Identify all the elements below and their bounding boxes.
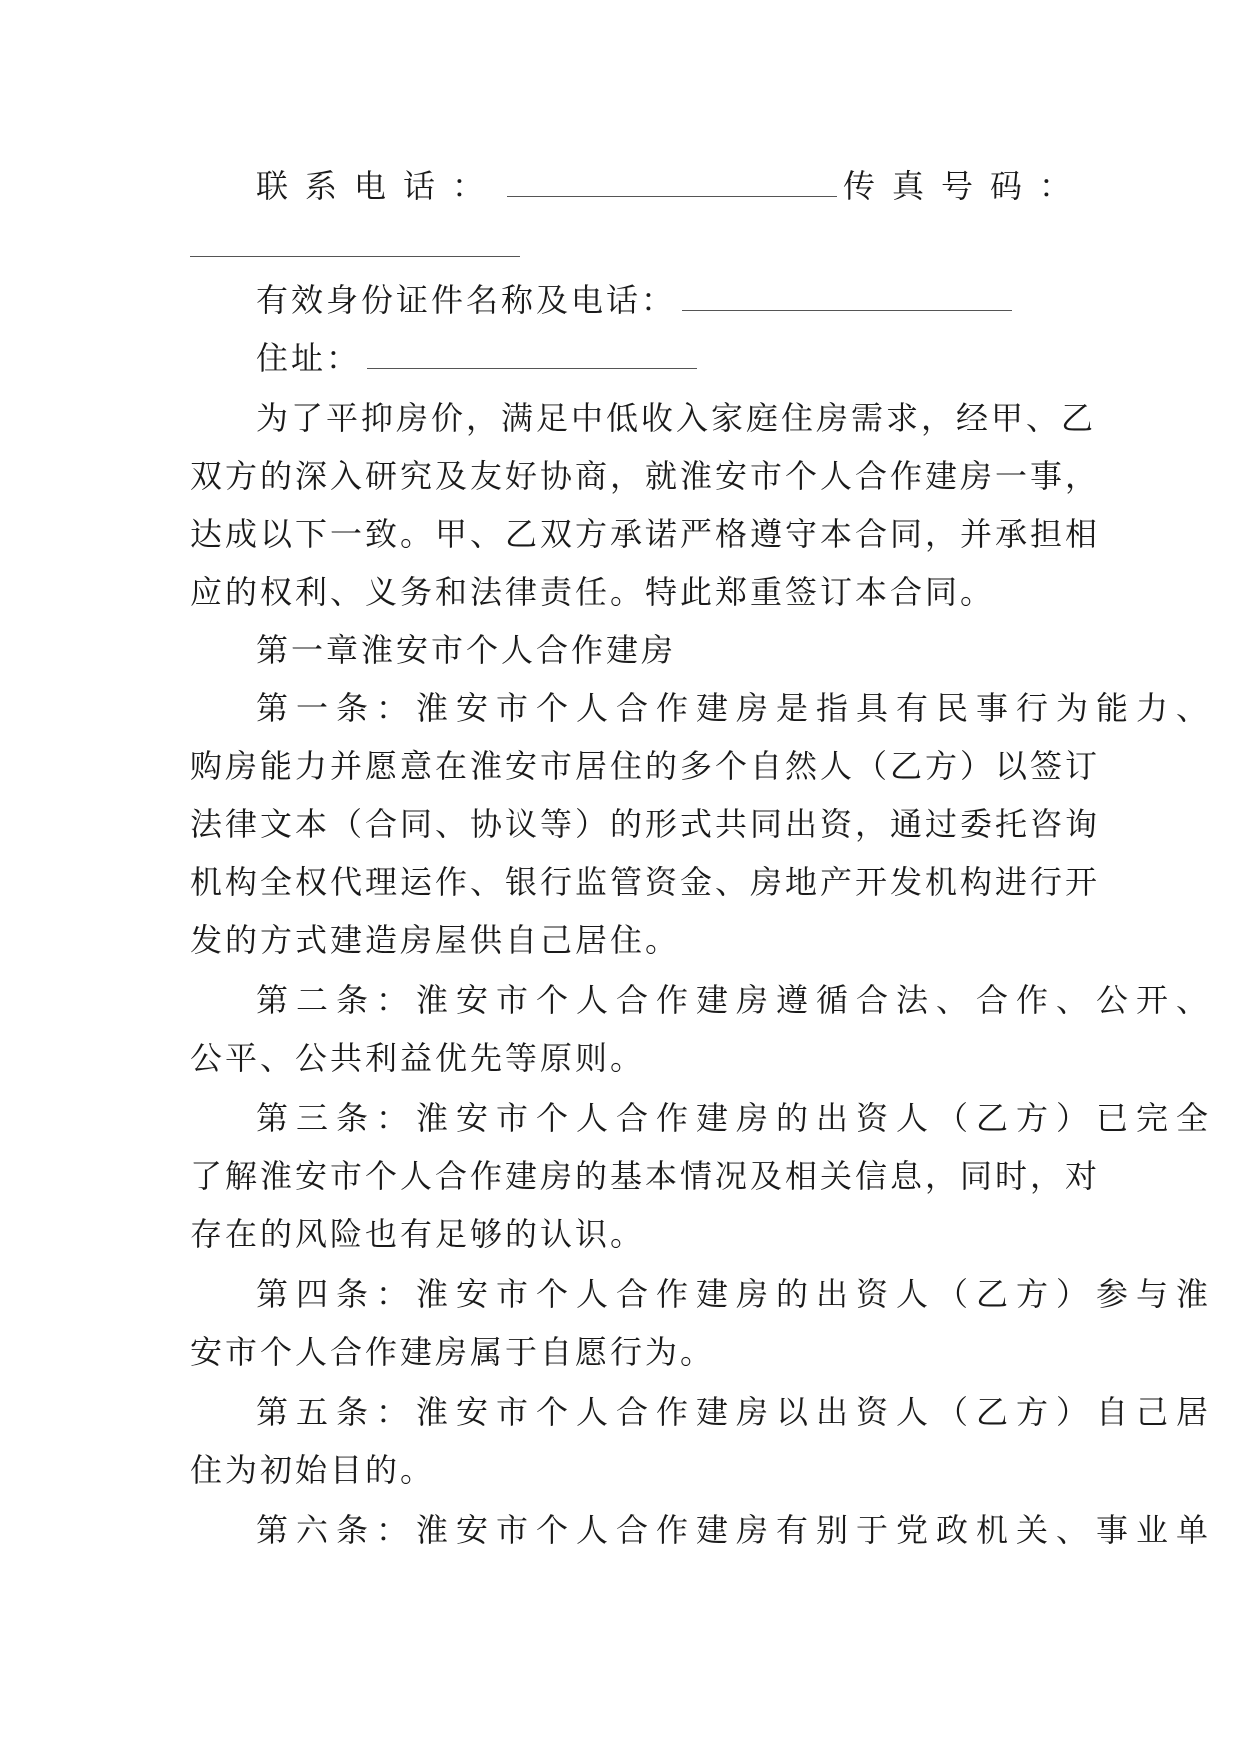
fax-label: 传真号码：	[843, 167, 1089, 205]
article-4-line-1: 第四条：淮安市个人合作建房的出资人（乙方）参与淮	[256, 1275, 1217, 1313]
id-blank[interactable]	[682, 280, 1012, 311]
article-1-line-5: 发的方式建造房屋供自己居住。	[190, 921, 681, 959]
article-1-line-1: 第一条：淮安市个人合作建房是指具有民事行为能力、	[256, 689, 1217, 727]
article-5-line-2: 住为初始目的。	[190, 1451, 436, 1489]
article-3-line-1: 第三条：淮安市个人合作建房的出资人（乙方）已完全	[256, 1099, 1217, 1137]
fax-blank[interactable]	[190, 256, 520, 257]
phone-label: 联系电话：	[256, 167, 502, 205]
article-3-line-2: 了解淮安市个人合作建房的基本情况及相关信息，同时，对	[190, 1157, 1101, 1195]
article-5-line-1: 第五条：淮安市个人合作建房以出资人（乙方）自己居	[256, 1393, 1217, 1431]
id-line	[256, 272, 1136, 328]
article-1-line-2: 购房能力并愿意在淮安市居住的多个自然人（乙方）以签订	[190, 747, 1101, 785]
article-6-line-1: 第六条：淮安市个人合作建房有别于党政机关、事业单	[256, 1511, 1217, 1549]
address-label: 住址：	[256, 339, 362, 377]
intro-line-3: 达成以下一致。甲、乙双方承诺严格遵守本合同，并承担相	[190, 515, 1101, 553]
intro-line-4: 应的权利、义务和法律责任。特此郑重签订本合同。	[190, 573, 996, 611]
article-4-line-2: 安市个人合作建房属于自愿行为。	[190, 1333, 716, 1371]
id-label: 有效身份证件名称及电话：	[256, 281, 677, 319]
address-blank[interactable]	[367, 338, 697, 369]
intro-line-2: 双方的深入研究及友好协商，就淮安市个人合作建房一事，	[190, 457, 1101, 495]
article-1-line-4: 机构全权代理运作、银行监管资金、房地产开发机构进行开	[190, 863, 1101, 901]
article-3-line-3: 存在的风险也有足够的认识。	[190, 1215, 646, 1253]
address-line	[256, 330, 1136, 386]
contact-line	[256, 158, 1136, 214]
article-2-line-1: 第二条：淮安市个人合作建房遵循合法、合作、公开、	[256, 981, 1217, 1019]
phone-blank[interactable]	[507, 166, 837, 197]
article-2-line-2: 公平、公共利益优先等原则。	[190, 1039, 646, 1077]
intro-line-1: 为了平抑房价，满足中低收入家庭住房需求，经甲、乙	[256, 399, 1097, 437]
article-1-line-3: 法律文本（合同、协议等）的形式共同出资，通过委托咨询	[190, 805, 1101, 843]
chapter-title: 第一章淮安市个人合作建房	[256, 631, 677, 669]
